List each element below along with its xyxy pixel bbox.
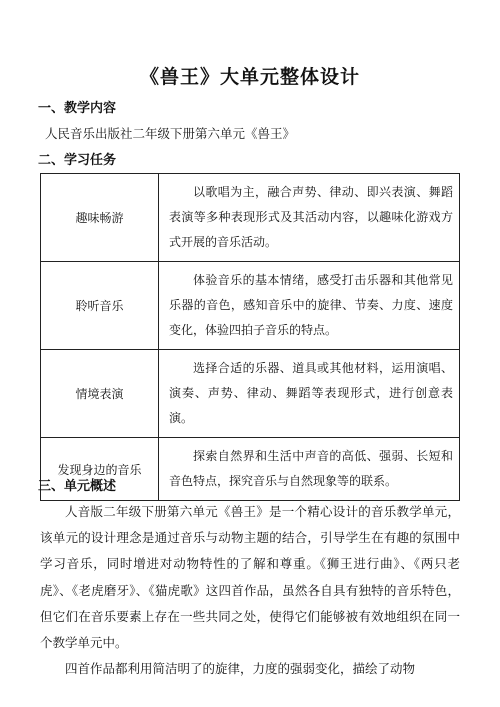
overview-paragraph: 人音版二年级下册第六单元《兽王》是一个精心设计的音乐教学单元，该单元的设计理念是通过音乐与动物主题的结合，引导学生在有趣的氛围中学习音乐，同时增进对动物特性的了解和尊重。《狮王进行曲》、《两只老虎》、《老虎磨牙》、《猫虎歌》这四首作品，虽然各自具有独特的音乐特色，但它们在音乐要素上存在一些共同之处，使得它们能够被有效地组织在同一个教学单元中。 (40, 504, 460, 651)
document-title: 《兽王》大单元整体设计 (139, 66, 360, 88)
task-label: 趣味畅游 (41, 174, 159, 262)
task-label: 发现身边的音乐 (41, 438, 159, 501)
table-row (41, 350, 460, 438)
task-description: 选择合适的乐器、道具或其他材料，运用演唱、演奏、声势、律动、舞蹈等表现形式，进行创意表演。 (159, 350, 460, 438)
section-heading-content: 一、教学内容 (38, 101, 117, 116)
task-label: 情境表演 (41, 350, 159, 438)
task-description: 以歌唱为主，融合声势、律动、即兴表演、舞蹈表演等多种表现形式及其活动内容，以趣味化游戏方式开展的音乐活动。 (159, 174, 460, 262)
task-description: 体验音乐的基本情绪，感受打击乐器和其他常见乐器的音色，感知音乐中的旋律、节奏、力度、速度变化，体验四拍子音乐的特点。 (159, 262, 460, 350)
table-row (41, 262, 460, 350)
table-row (41, 174, 460, 262)
task-description: 探索自然界和生活中声音的高低、强弱、长短和音色特点，探究音乐与自然现象等的联系。 (159, 438, 460, 501)
section-heading-tasks: 二、学习任务 (38, 153, 117, 168)
task-label: 聆听音乐 (41, 262, 159, 350)
section-heading-overview: 三、单元概述 (38, 479, 117, 494)
task-table (40, 173, 460, 501)
overview-paragraph: 四首作品都利用简洁明了的旋律，力度的强弱变化，描绘了动物 (65, 661, 416, 676)
section-text-content: 人民音乐出版社二年级下册第六单元《兽王》 (45, 126, 296, 141)
